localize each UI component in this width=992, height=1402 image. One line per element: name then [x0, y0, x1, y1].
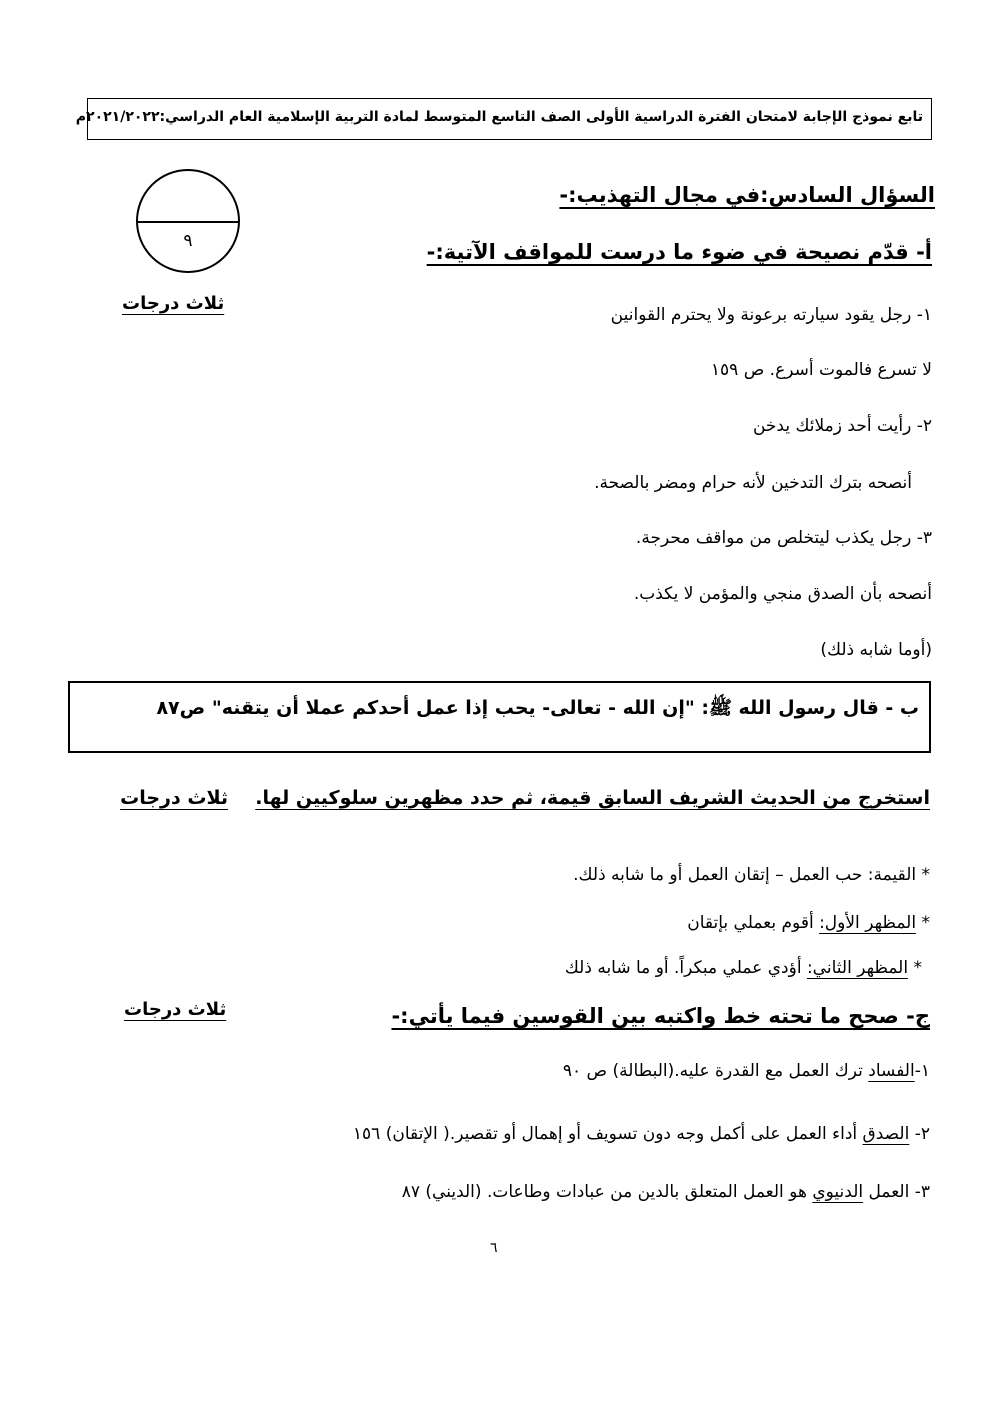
hadith-text: ب - قال رسول الله ﷺ: "إن الله - تعالى- يحب إذا عمل أحدكم عملا أن يتقنه" ص٨٧: [156, 697, 919, 719]
part-c-marks: ثلاث درجات: [124, 999, 227, 1020]
part-c-item-2-underlined: الصدق: [862, 1124, 910, 1144]
part-b-answer-second: * المظهر الثاني: أؤدي عملي مبكراً. أو ما شابه ذلك: [564, 958, 922, 978]
second-aspect-label: المظهر الثاني:: [806, 958, 909, 978]
part-c-item-2: ٢- الصدق أداء العمل على أكمل وجه دون تسويف أو إهمال أو تقصير.( الإتقان) ١٥٦: [352, 1124, 930, 1144]
part-c-heading-text: ج- صحح ما تحته خط واكتبه بين القوسين فيما يأتي:-: [391, 1004, 930, 1028]
part-c-item-3-underlined: الدنيوي: [812, 1182, 864, 1202]
first-aspect-text: أقوم بعملي بإتقان: [687, 913, 820, 933]
part-a-line-4: أنصحه بترك التدخين لأنه حرام ومضر بالصحة.: [594, 473, 912, 493]
part-a-heading: [427, 240, 932, 264]
part-a-line-2: لا تسرع فالموت أسرع. ص ١٥٩: [710, 360, 932, 380]
page-number: ٦: [490, 1240, 498, 1256]
part-c-item-1-underlined: الفساد: [868, 1061, 915, 1081]
score-circle: [136, 169, 240, 273]
header-box: [75, 98, 932, 140]
document-header: تابع نموذج الإجابة لامتحان الفترة الدراسية الأولى الصف التاسع المتوسط لمادة التربية الإسلامية العام الدراسي:٢٠٢١/٢٠٢٢م: [75, 109, 923, 125]
score-divider: [138, 221, 238, 223]
part-b-answer-value: * القيمة: حب العمل – إتقان العمل أو ما شابه ذلك.: [573, 865, 930, 885]
part-c-item-3: ٣- العمل الدنيوي هو العمل المتعلق بالدين من عبادات وطاعات. (الديني) ٨٧: [401, 1182, 930, 1202]
part-c-heading: [391, 1004, 930, 1028]
part-c-item-1: ١-الفساد ترك العمل مع القدرة عليه.(البطالة) ص ٩٠: [562, 1061, 930, 1081]
part-b-answer-first: * المظهر الأول: أقوم بعملي بإتقان: [687, 913, 930, 933]
part-a-line-1: ١- رجل يقود سيارته برعونة ولا يحترم القوانين: [610, 305, 932, 325]
first-aspect-label: المظهر الأول:: [819, 913, 917, 933]
part-a-marks: ثلاث درجات: [122, 293, 225, 314]
part-b-instruction-row: [120, 787, 930, 809]
part-b-marks: ثلاث درجات: [120, 787, 229, 809]
question-title: السؤال السادس:في مجال التهذيب:-: [559, 183, 935, 207]
part-a-line-3: ٢- رأيت أحد زملائك يدخن: [752, 416, 932, 436]
part-b-instruction: استخرج من الحديث الشريف السابق قيمة، ثم حدد مظهرين سلوكيين لها.: [255, 787, 930, 809]
hadith-box: [68, 681, 931, 753]
part-a-line-6: أنصحه بأن الصدق منجي والمؤمن لا يكذب.: [633, 584, 932, 604]
second-aspect-text: أؤدي عملي مبكراً. أو ما شابه ذلك: [564, 958, 807, 978]
score-value: ٩: [183, 231, 193, 251]
part-a-heading-text: أ- قدّم نصيحة في ضوء ما درست للمواقف الآتية:-: [426, 240, 932, 264]
part-a-line-7: (أوما شابه ذلك): [820, 640, 932, 660]
part-a-line-5: ٣- رجل يكذب ليتخلص من مواقف محرجة.: [635, 528, 932, 548]
